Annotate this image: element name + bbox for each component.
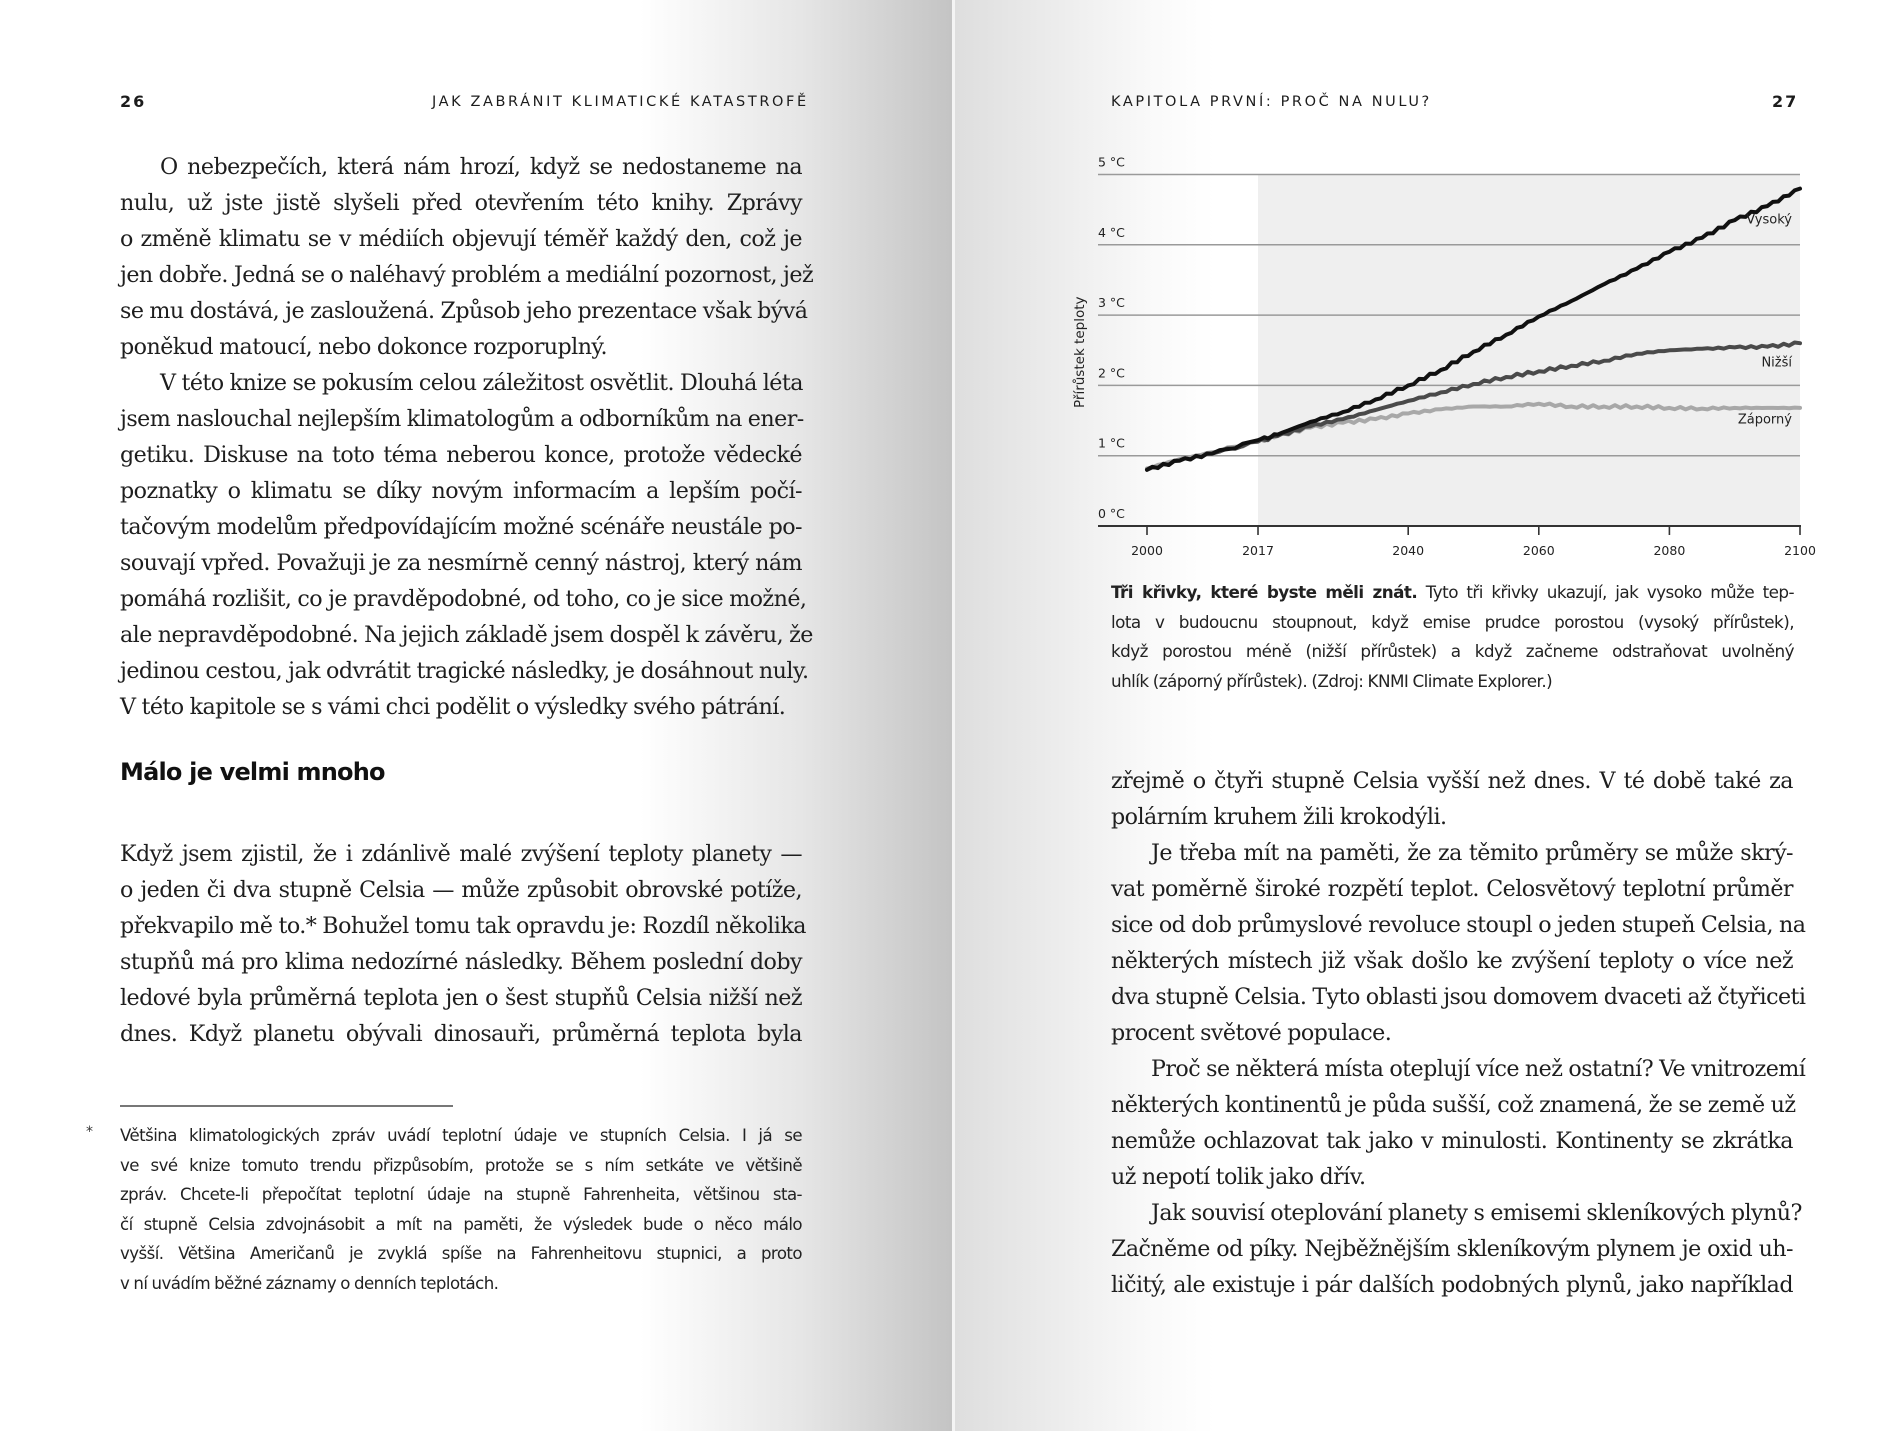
footnote-text bbox=[120, 1121, 802, 1298]
text-line: nemůže ochlazovat tak jako v minulosti. Kontinenty se zkrátka bbox=[1111, 1128, 1793, 1154]
text-line: ve své knize tomuto trendu přizpůsobím, protože se s ním setkáte ve většině bbox=[120, 1155, 802, 1175]
text-line: procent světové populace. bbox=[1111, 1020, 1392, 1046]
text-line: vyšší. Většina Američanů je zvyklá spíše na Fahrenheitovu stupnici, a proto bbox=[120, 1244, 802, 1263]
text-line: Většina klimatologických zpráv uvádí teplotní údaje ve stupních Celsia. I já se bbox=[120, 1126, 802, 1145]
text-line: ličitý, ale existuje i pár dalších podobných plynů, jako například bbox=[1111, 1272, 1793, 1298]
footnote-marker: * bbox=[86, 1124, 93, 1140]
text-line: poněkud matoucí, nebo dokonce rozporuplný. bbox=[120, 334, 607, 360]
text-line: Proč se některá místa oteplují více než ostatní? Ve vnitrozemí bbox=[1151, 1056, 1806, 1082]
text-line: některých kontinentů je půda sušší, což znamená, že se země už bbox=[1111, 1092, 1796, 1118]
text-line: nulu, už jste jistě slyšeli před otevřením této knihy. Zprávy bbox=[120, 190, 802, 216]
text-line: ale nepravděpodobné. Na jejich základě jsem dospěl k závěru, že bbox=[120, 622, 813, 648]
text-line: V této kapitole se s vámi chci podělit o výsledky svého pátrání. bbox=[120, 694, 786, 720]
caption-line bbox=[1111, 578, 1794, 608]
right-body-text bbox=[1111, 763, 1806, 1303]
text-line: zpráv. Chcete-li přepočítat teplotní údaje na stupně Fahrenheita, většinou sta- bbox=[120, 1185, 802, 1204]
text-line: Když jsem zjistil, že i zdánlivě malé zvýšení teploty planety — bbox=[120, 841, 802, 867]
footnote-rule bbox=[120, 1105, 453, 1107]
text-line: Jak souvisí oteplování planety s emisemi skleníkových plynů? bbox=[1151, 1200, 1802, 1226]
text-line: o změně klimatu se v médiích objevují téměř každý den, což je bbox=[120, 226, 802, 252]
text-line: o jeden či dva stupně Celsia — může způsobit obrovské potíže, bbox=[120, 877, 802, 903]
section-body-text bbox=[120, 836, 806, 1052]
text-line: souvají vpřed. Považuji je za nesmírně cenný nástroj, který nám bbox=[120, 550, 802, 576]
text-line: O nebezpečích, která nám hrozí, když se nedostaneme na bbox=[160, 154, 802, 180]
page-number-right: 27 bbox=[1772, 92, 1799, 111]
left-body-text bbox=[120, 149, 814, 725]
text-line: Je třeba mít na paměti, že za těmito průměry se může skrý- bbox=[1151, 840, 1793, 866]
series-label: Záporný bbox=[1737, 412, 1792, 428]
caption-line: lota v budoucnu stoupnout, když emise prudce porostou (vysoký přírůstek), bbox=[1111, 611, 1794, 632]
text-line: sice od dob průmyslové revoluce stoupl o jeden stupeň Celsia, na bbox=[1111, 912, 1806, 938]
text-line: ledové byla průměrná teplota jen o šest stupňů Celsia nižší než bbox=[120, 985, 802, 1011]
text-line: getiku. Diskuse na toto téma neberou konce, protože vědecké bbox=[120, 442, 802, 468]
x-tick-label: 2040 bbox=[1392, 543, 1425, 558]
y-tick-label: 5 °C bbox=[1098, 154, 1125, 170]
text-line: tačovým modelům předpovídajícím možné scénáře neustále po- bbox=[120, 514, 802, 540]
y-tick-label: 4 °C bbox=[1098, 224, 1125, 240]
text-line: jen dobře. Jedná se o naléhavý problém a mediální pozornost, jež bbox=[120, 262, 814, 288]
text-line: některých místech již však došlo ke zvýšení teploty o více než bbox=[1111, 948, 1793, 974]
series-label: Vysoký bbox=[1746, 212, 1792, 228]
text-line: V této knize se pokusím celou záležitost osvětlit. Dlouhá léta bbox=[160, 370, 803, 396]
running-head-left: JAK ZABRÁNIT KLIMATICKÉ KATASTROFĚ bbox=[432, 94, 809, 110]
caption-text: Tyto tři křivky ukazují, jak vysoko může tep- bbox=[1417, 582, 1794, 602]
figure-caption bbox=[1111, 578, 1794, 696]
text-line: už nepotí tolik jako dřív. bbox=[1111, 1164, 1366, 1190]
y-tick-label: 1 °C bbox=[1098, 435, 1125, 451]
text-line: poznatky o klimatu se díky novým informacím a lepším počí- bbox=[120, 478, 802, 504]
page-number-left: 26 bbox=[120, 92, 147, 111]
caption-title: Tři křivky, které byste měli znát. bbox=[1111, 582, 1418, 602]
text-line: vat poměrně široké rozpětí teplot. Celosvětový teplotní průměr bbox=[1111, 876, 1793, 902]
caption-line: když porostou méně (nižší přírůstek) a když začneme odstraňovat uvolněný bbox=[1111, 641, 1794, 661]
x-tick-label: 2000 bbox=[1131, 543, 1163, 558]
text-line: se mu dostává, je zasloužená. Způsob jeho prezentace však bývá bbox=[120, 298, 808, 324]
text-line: pomáhá rozlišit, co je pravděpodobné, od toho, co je sice možné, bbox=[120, 586, 807, 612]
text-line: čí stupně Celsia zdvojnásobit a mít na paměti, že výsledek bude o něco málo bbox=[120, 1214, 802, 1234]
y-axis-title: Přírůstek teploty bbox=[1072, 296, 1088, 409]
x-tick-label: 2080 bbox=[1653, 543, 1686, 558]
text-line: stupňů má pro klima nedozírné následky. Během poslední doby bbox=[120, 949, 802, 975]
text-line: polárním kruhem žili krokodýli. bbox=[1111, 804, 1447, 830]
book-gutter bbox=[952, 0, 955, 1431]
y-tick-label: 0 °C bbox=[1098, 506, 1125, 521]
temperature-chart bbox=[1060, 145, 1860, 565]
section-heading: Málo je velmi mnoho bbox=[120, 758, 385, 786]
x-tick-label: 2060 bbox=[1522, 543, 1555, 558]
text-line: Začněme od píky. Nejběžnějším skleníkovým plynem je oxid uh- bbox=[1111, 1236, 1793, 1262]
text-line: jedinou cestou, jak odvrátit tragické následky, je dosáhnout nuly. bbox=[120, 658, 809, 684]
x-tick-label: 2017 bbox=[1242, 543, 1274, 558]
text-line: jsem naslouchal nejlepším klimatologům a odborníkům na ener- bbox=[120, 406, 804, 432]
text-line: dva stupně Celsia. Tyto oblasti jsou domovem dvaceti až čtyřiceti bbox=[1111, 984, 1806, 1010]
text-line: v ní uvádím běžné záznamy o denních teplotách. bbox=[120, 1273, 499, 1293]
caption-line: uhlík (záporný přírůstek). (Zdroj: KNMI Climate Explorer.) bbox=[1111, 670, 1553, 691]
y-tick-label: 3 °C bbox=[1098, 295, 1125, 311]
text-line: dnes. Když planetu obývali dinosauři, průměrná teplota byla bbox=[120, 1021, 802, 1047]
y-tick-label: 2 °C bbox=[1098, 365, 1125, 381]
x-tick-label: 2100 bbox=[1784, 543, 1816, 558]
running-head-right: KAPITOLA PRVNÍ: PROČ NA NULU? bbox=[1111, 94, 1432, 110]
text-line: překvapilo mě to.* Bohužel tomu tak opravdu je: Rozdíl několika bbox=[120, 913, 806, 939]
series-label: Nižší bbox=[1761, 355, 1792, 371]
text-line: zřejmě o čtyři stupně Celsia vyšší než dnes. V té době také za bbox=[1111, 768, 1793, 794]
